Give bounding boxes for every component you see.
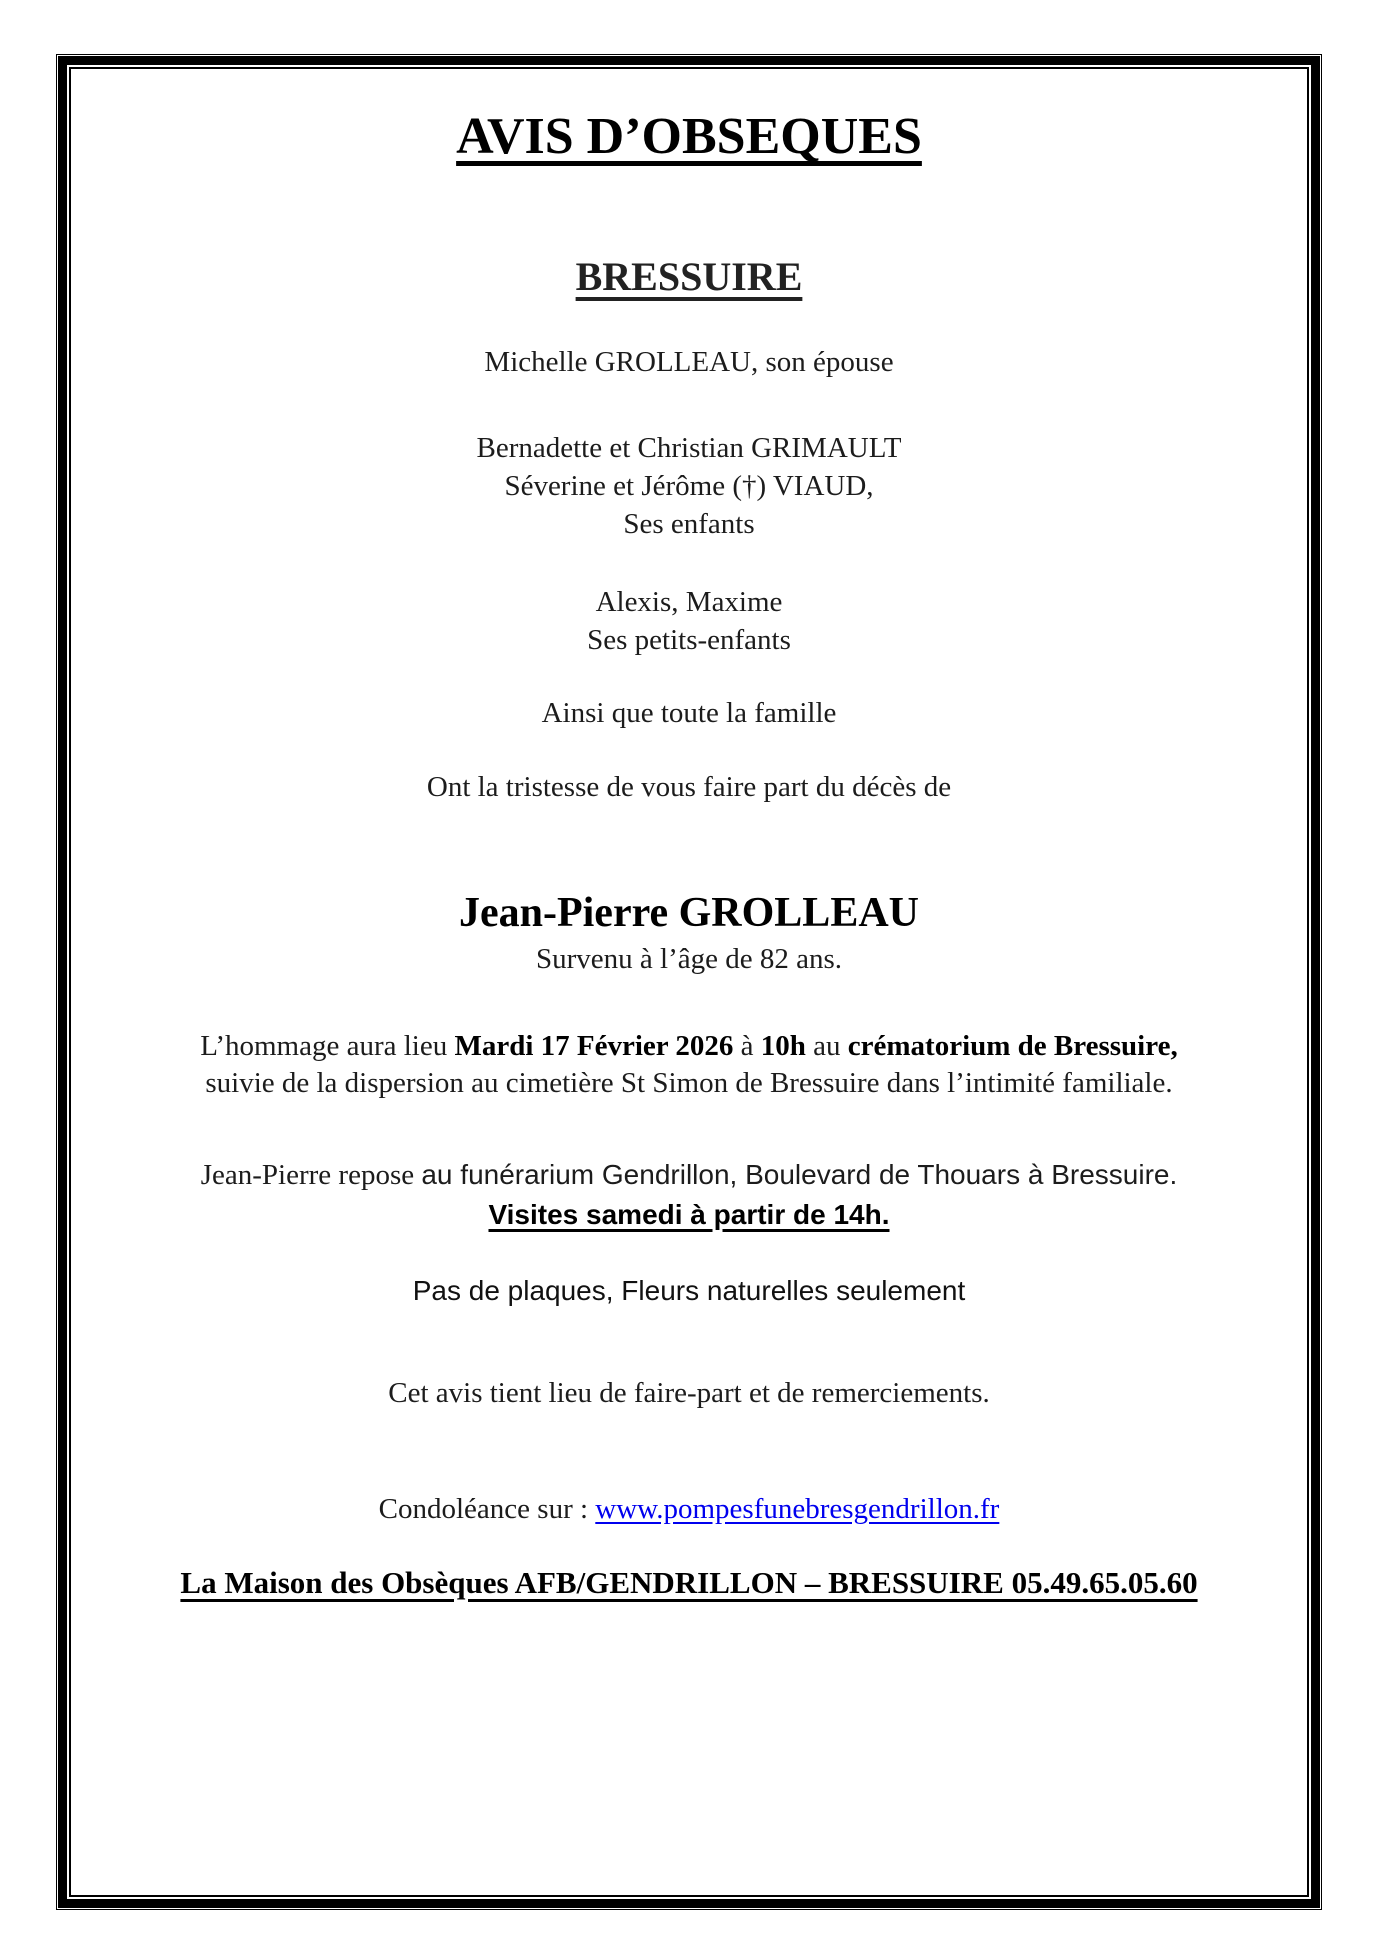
- document-content: [71, 69, 1307, 1895]
- children-line-2: Séverine et Jérôme (†) VIAUD,: [504, 470, 874, 502]
- deceased-age-line: Survenu à l’âge de 82 ans.: [535, 943, 842, 975]
- spouse-line: Michelle GROLLEAU, son épouse: [484, 346, 894, 378]
- funeral-home-footer-text: La Maison des Obsèques AFB/GENDRILLON – BRESSUIRE 05.49.65.05.60: [180, 1565, 1198, 1600]
- page-title: [71, 107, 1307, 166]
- thick-border-band: [58, 56, 1320, 1908]
- repose-line: Jean-Pierre repose au funérarium Gendrillon, Boulevard de Thouars à Bressuire.: [200, 1159, 1178, 1191]
- children-line-3: Ses enfants: [623, 508, 755, 540]
- condolence-line: [71, 1493, 1307, 1526]
- flowers-line: Pas de plaques, Fleurs naturelles seulement: [412, 1275, 966, 1306]
- condolence-website-link[interactable]: www.pompesfunebresgendrillon.fr: [595, 1493, 1000, 1525]
- visits-line: Visites samedi à partir de 14h.: [488, 1199, 890, 1230]
- city-heading: [71, 253, 1307, 300]
- outer-border: [56, 54, 1322, 1910]
- children-lines: [71, 429, 1307, 543]
- grandchildren-lines: [71, 583, 1307, 659]
- ceremony-paragraph: [71, 1028, 1307, 1102]
- announcement-line: Ont la tristesse de vous faire part du décès de: [426, 771, 952, 803]
- condolence-prefix: Condoléance sur :: [378, 1493, 596, 1525]
- city-heading-text: BRESSUIRE: [575, 254, 803, 299]
- grandchildren-line-2: Ses petits-enfants: [587, 624, 791, 656]
- notice-line: Cet avis tient lieu de faire-part et de remerciements.: [388, 1377, 990, 1409]
- repose-paragraph: [71, 1155, 1307, 1235]
- ceremony-line-1: L’hommage aura lieu Mardi 17 Février 2026 à 10h au crématorium de Bressuire,: [200, 1030, 1178, 1062]
- ceremony-line-2: suivie de la dispersion au cimetière St Simon de Bressuire dans l’intimité familiale.: [205, 1067, 1173, 1099]
- grandchildren-line-1: Alexis, Maxime: [595, 586, 783, 618]
- funeral-home-footer: [71, 1565, 1307, 1601]
- children-line-1: Bernadette et Christian GRIMAULT: [476, 432, 902, 464]
- deceased-name: Jean-Pierre GROLLEAU: [459, 890, 919, 936]
- inner-border: [69, 67, 1309, 1897]
- page-title-text: AVIS D’OBSEQUES: [456, 108, 922, 165]
- family-line: Ainsi que toute la famille: [541, 697, 837, 729]
